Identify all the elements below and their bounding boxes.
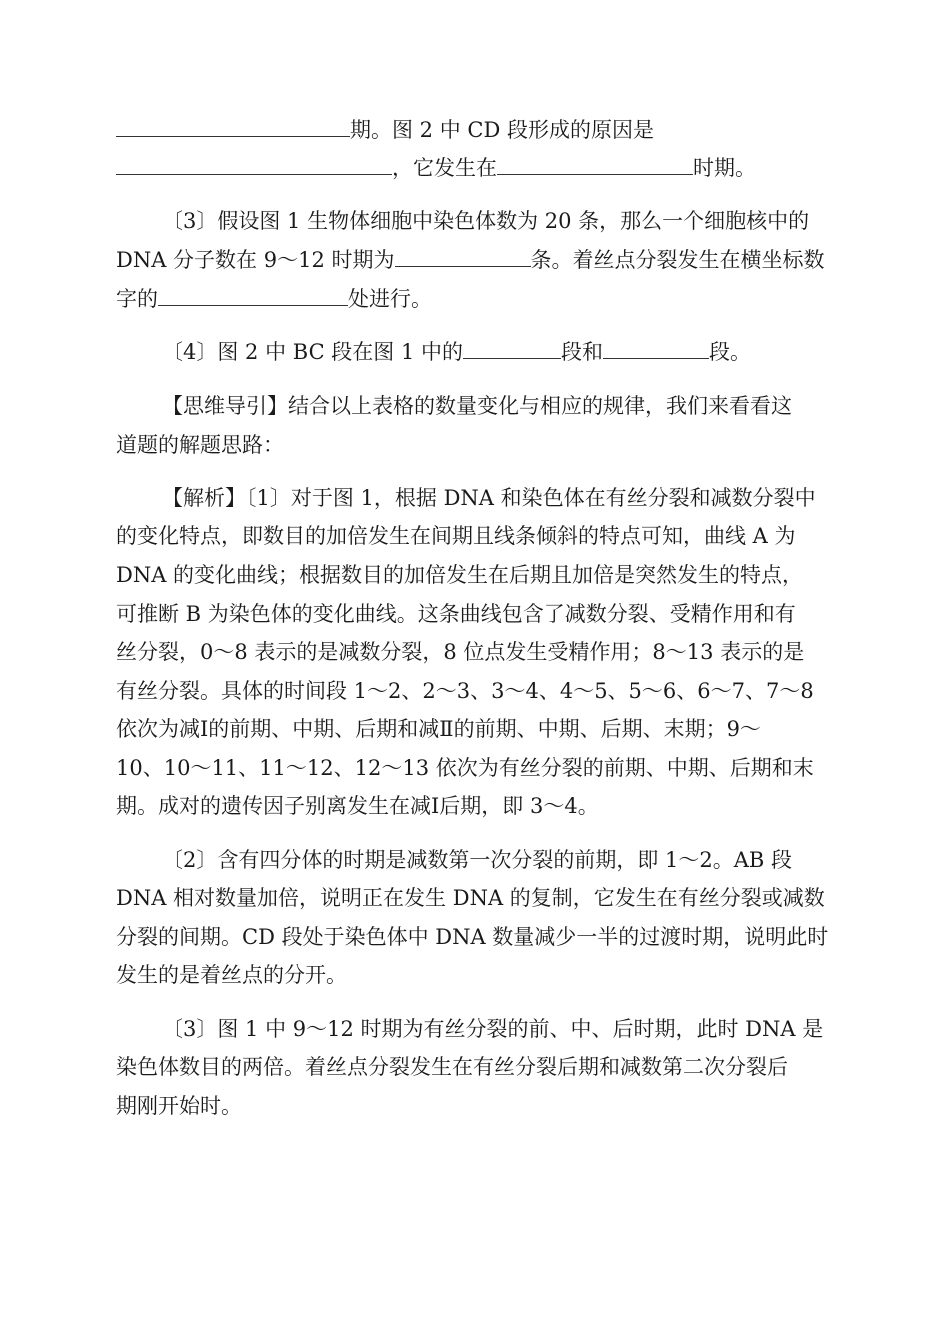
text-span: 的变化特点，即数目的加倍发生在间期且线条倾斜的特点可知，曲线 A 为 bbox=[116, 524, 796, 548]
text-span: 有丝分裂。具体的时间段 1～2、2～3、3～4、4～5、5～6、6～7、7～8 bbox=[116, 679, 814, 703]
text-span: DNA 分子数在 9～12 时期为 bbox=[116, 248, 395, 272]
text-span: 可推断 B 为染色体的变化曲线。这条曲线包含了减数分裂、受精作用和有 bbox=[116, 602, 796, 626]
text-span: 处进行。 bbox=[348, 287, 432, 311]
text-line bbox=[116, 754, 814, 782]
text-span: 丝分裂，0～8 表示的是减数分裂，8 位点发生受精作用；8～13 表示的是 bbox=[116, 640, 805, 664]
text-line bbox=[116, 923, 828, 951]
text-line bbox=[116, 884, 825, 912]
text-line bbox=[116, 246, 825, 274]
text-span: DNA 的变化曲线；根据数目的加倍发生在后期且加倍是突然发生的特点， bbox=[116, 563, 804, 587]
answer-blank[interactable] bbox=[116, 116, 350, 137]
text-line bbox=[116, 677, 814, 705]
text-line bbox=[116, 154, 756, 182]
text-line bbox=[116, 715, 761, 743]
text-span: 道题的解题思路： bbox=[116, 433, 284, 457]
text-span: 染色体数目的两倍。着丝点分裂发生在有丝分裂后期和减数第二次分裂后 bbox=[116, 1055, 788, 1079]
text-span: 段。 bbox=[709, 340, 752, 364]
text-line bbox=[162, 1015, 823, 1043]
text-line bbox=[116, 431, 284, 459]
text-line bbox=[162, 392, 792, 420]
text-span: 【解析】〔1〕对于图 1，根据 DNA 和染色体在有丝分裂和减数分裂中 bbox=[162, 486, 816, 510]
text-line bbox=[116, 792, 599, 820]
text-line bbox=[162, 484, 816, 512]
text-line bbox=[116, 522, 796, 550]
text-span: 期刚开始时。 bbox=[116, 1094, 242, 1118]
text-span: 〔3〕图 1 中 9～12 时期为有丝分裂的前、中、后时期，此时 DNA 是 bbox=[162, 1017, 824, 1041]
text-span: 期。成对的遗传因子别离发生在减Ⅰ后期，即 3～4。 bbox=[116, 794, 599, 818]
text-span: 依次为减Ⅰ的前期、中期、后期和减Ⅱ的前期、中期、后期、末期；9～ bbox=[116, 717, 761, 741]
text-span: ，它发生在 bbox=[392, 156, 497, 180]
answer-blank[interactable] bbox=[603, 338, 709, 359]
text-line bbox=[116, 961, 347, 989]
text-line bbox=[162, 846, 792, 874]
text-line bbox=[116, 1092, 242, 1120]
answer-blank[interactable] bbox=[116, 154, 392, 175]
text-line bbox=[116, 638, 804, 666]
text-line bbox=[116, 1053, 788, 1081]
text-span: 字的 bbox=[116, 287, 158, 311]
text-span: 条。着丝点分裂发生在横坐标数 bbox=[530, 248, 825, 272]
text-line bbox=[116, 285, 432, 313]
text-span: 【思维导引】结合以上表格的数量变化与相应的规律，我们来看看这 bbox=[162, 394, 792, 418]
text-span: 10、10～11、11～12、12～13 依次为有丝分裂的前期、中期、后期和末 bbox=[116, 756, 814, 780]
text-line bbox=[116, 600, 796, 628]
text-line bbox=[162, 207, 809, 235]
text-span: 期。图 2 中 CD 段形成的原因是 bbox=[350, 118, 654, 142]
text-span: DNA 相对数量加倍，说明正在发生 DNA 的复制，它发生在有丝分裂或减数 bbox=[116, 886, 825, 910]
text-line bbox=[116, 561, 803, 589]
answer-blank[interactable] bbox=[497, 154, 693, 175]
text-span: 段和 bbox=[561, 340, 604, 364]
text-line bbox=[162, 338, 751, 366]
text-span: 发生的是着丝点的分开。 bbox=[116, 963, 347, 987]
answer-blank[interactable] bbox=[463, 338, 561, 359]
text-line bbox=[116, 116, 654, 144]
answer-blank[interactable] bbox=[158, 285, 348, 306]
text-span: 时期。 bbox=[693, 156, 756, 180]
text-span: 〔3〕假设图 1 生物体细胞中染色体数为 20 条，那么一个细胞核中的 bbox=[162, 209, 810, 233]
text-span: 〔4〕图 2 中 BC 段在图 1 中的 bbox=[162, 340, 464, 364]
text-span: 分裂的间期。CD 段处于染色体中 DNA 数量减少一半的过渡时期，说明此时 bbox=[116, 925, 829, 949]
text-span: 〔2〕含有四分体的时期是减数第一次分裂的前期，即 1～2。AB 段 bbox=[162, 848, 793, 872]
answer-blank[interactable] bbox=[395, 246, 531, 267]
